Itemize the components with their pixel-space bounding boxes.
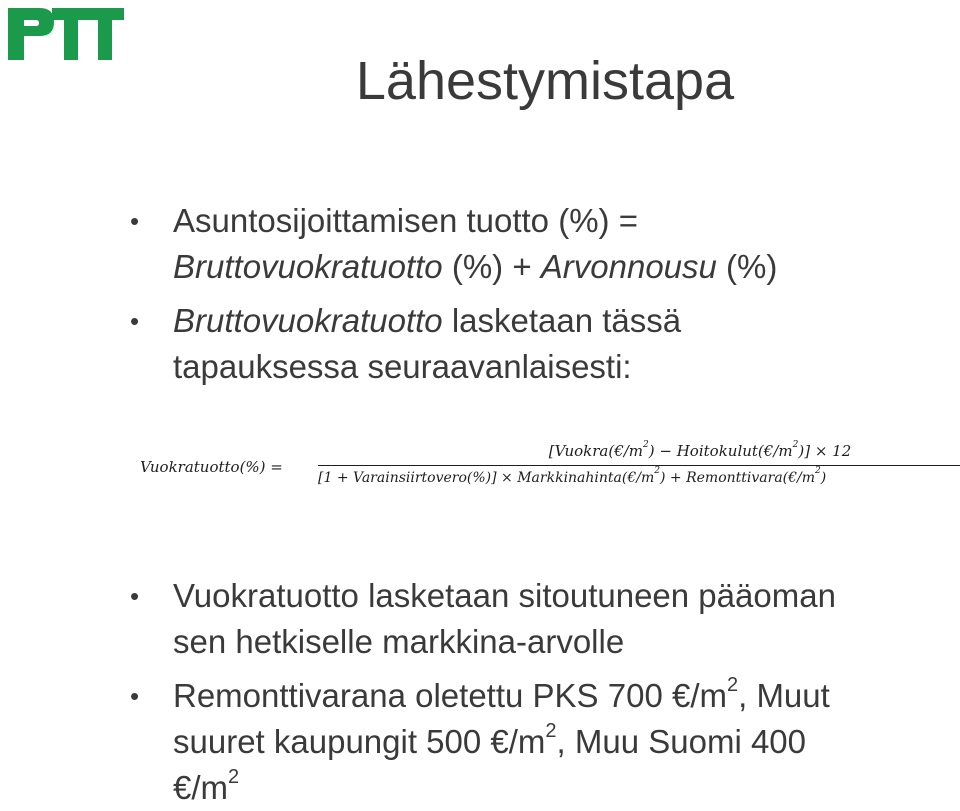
bullet-item — [0, 198, 960, 290]
bullet-text: tapauksessa seuraavanlaisesti: — [173, 348, 632, 385]
formula-lhs: Vuokratuotto(%) = — [140, 458, 283, 476]
bullet-text-italic: Bruttovuokratuotto — [173, 248, 443, 285]
bullet-text-italic: Bruttovuokratuotto — [173, 302, 443, 339]
bullet-text: , Muut — [738, 677, 830, 714]
bullet-dot: • — [130, 581, 140, 611]
bullet-item — [0, 573, 960, 665]
bullet-text: suuret kaupungit 500 €/m — [173, 723, 546, 760]
bullet-text-italic: Arvonnousu — [540, 248, 717, 285]
bullet-text: Vuokratuotto lasketaan sitoutuneen pääoman — [173, 577, 836, 614]
bullet-text: (%) + — [442, 248, 541, 285]
bullet-text: €/m — [173, 769, 229, 806]
bullet-text: (%) — [716, 248, 778, 285]
bullet-item — [0, 298, 960, 390]
bullet-dot: • — [130, 681, 140, 711]
bullet-text: lasketaan tässä — [442, 302, 682, 339]
formula — [140, 442, 960, 496]
formula-denominator: [1 + Varainsiirtovero(%)] × $Markkinahinta(€/m^2)$ + $Remonttivara(€/m^2)$ — [318, 466, 827, 486]
bullet-dot: • — [130, 306, 140, 336]
bullet-item: • Remonttivarana oletettu PKS 700 $€/m^2$, Muut suuret kaupungit 500 $€/m^2$, Muu Suomi 400 $€/m^2$ — [130, 674, 830, 806]
bullet-dot: • — [130, 206, 140, 236]
bullet-text: Asuntosijoittamisen tuotto (%) = — [173, 202, 638, 239]
bullet-list-top — [0, 198, 960, 390]
bullet-list-bottom — [0, 573, 960, 811]
formula-numerator: [$Vuokra(€/m^2)$ − $Hoitokulut(€/m^2)] \times 12$ — [548, 440, 852, 460]
slide-title: Lähestymistapa — [355, 51, 735, 111]
bullet-text: Remonttivarana oletettu PKS 700 €/m — [173, 677, 727, 714]
fraction-bar — [318, 465, 960, 466]
bullet-text: sen hetkiselle markkina-arvolle — [173, 623, 625, 660]
bullet-text: , Muu Suomi 400 — [556, 723, 807, 760]
